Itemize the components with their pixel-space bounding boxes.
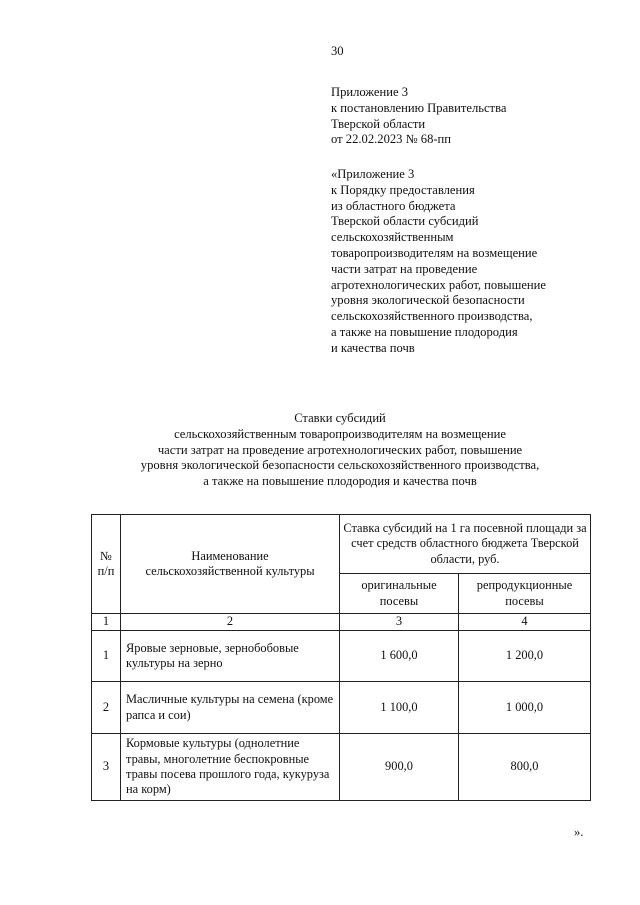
title-line: части затрат на проведение агротехнологических работ, повышение bbox=[157, 442, 523, 457]
appendix-header-line: к постановлению Правительства bbox=[331, 100, 507, 115]
appendix-procedure-line: а также на повышение плодородия bbox=[331, 324, 518, 339]
row-original: 1 600,0 bbox=[340, 631, 459, 682]
row-number: 3 bbox=[92, 734, 121, 801]
appendix-procedure-line: товаропроизводителям на возмещение bbox=[331, 245, 538, 260]
column-number: 2 bbox=[121, 614, 340, 631]
column-number: 1 bbox=[92, 614, 121, 631]
row-number: 2 bbox=[92, 682, 121, 734]
column-number: 3 bbox=[340, 614, 459, 631]
appendix-procedure-line: сельскохозяйственным bbox=[331, 230, 454, 245]
header-number: № п/п bbox=[92, 515, 121, 614]
closing-quote: ». bbox=[574, 825, 584, 839]
table-row bbox=[92, 682, 591, 734]
row-crop: Яровые зерновые, зернобобовые культуры на зерно bbox=[121, 631, 340, 682]
appendix-header-line: от 22.02.2023 № 68-пп bbox=[331, 132, 452, 147]
row-reproduction: 800,0 bbox=[459, 734, 591, 801]
appendix-procedure-line: агротехнологических работ, повышение bbox=[331, 277, 546, 292]
column-number: 4 bbox=[459, 614, 591, 631]
row-reproduction: 1 200,0 bbox=[459, 631, 591, 682]
appendix-procedure-line: уровня экологической безопасности bbox=[331, 293, 525, 308]
title-line: Ставки субсидий bbox=[294, 411, 386, 425]
title-line: а также на повышение плодородия и качества почв bbox=[203, 474, 477, 489]
appendix-header-line: Тверской области bbox=[331, 116, 426, 131]
subsidy-rates-table bbox=[91, 514, 591, 801]
title-line: сельскохозяйственным товаропроизводителям на возмещение bbox=[174, 426, 506, 441]
row-original: 1 100,0 bbox=[340, 682, 459, 734]
title-line: уровня экологической безопасности сельскохозяйственного производства, bbox=[140, 458, 540, 473]
header-rate-group: Ставка субсидий на 1 га посевной площади за счет средств областного бюджета Тверской области, руб. bbox=[340, 515, 591, 574]
row-original: 900,0 bbox=[340, 734, 459, 801]
header-crop: Наименование сельскохозяйственной культуры bbox=[121, 515, 340, 614]
appendix-procedure-line: сельскохозяйственного производства, bbox=[331, 309, 533, 324]
appendix-header-line: Приложение 3 bbox=[331, 85, 409, 99]
appendix-procedure-line: и качества почв bbox=[331, 340, 415, 355]
page-number: 30 bbox=[331, 44, 344, 58]
header-original: оригинальные посевы bbox=[340, 574, 459, 614]
column-number-row bbox=[92, 614, 591, 631]
appendix-procedure-line: Тверской области субсидий bbox=[331, 214, 479, 229]
appendix-procedure-line: «Приложение 3 bbox=[331, 167, 415, 181]
document-title bbox=[60, 411, 620, 490]
appendix-procedure-line: из областного бюджета bbox=[331, 198, 456, 213]
table-row bbox=[92, 734, 591, 801]
row-reproduction: 1 000,0 bbox=[459, 682, 591, 734]
appendix-procedure bbox=[331, 167, 611, 357]
row-number: 1 bbox=[92, 631, 121, 682]
appendix-header bbox=[331, 85, 611, 148]
appendix-procedure-line: к Порядку предоставления bbox=[331, 182, 475, 197]
appendix-procedure-line: части затрат на проведение bbox=[331, 261, 478, 276]
table-row bbox=[92, 631, 591, 682]
row-crop: Масличные культуры на семена (кроме рапса и сои) bbox=[121, 682, 340, 734]
header-reproduction: репродукционные посевы bbox=[459, 574, 591, 614]
row-crop: Кормовые культуры (однолетние травы, многолетние беспокровные травы посева прошлого года, кукуруза на корм) bbox=[121, 734, 340, 801]
